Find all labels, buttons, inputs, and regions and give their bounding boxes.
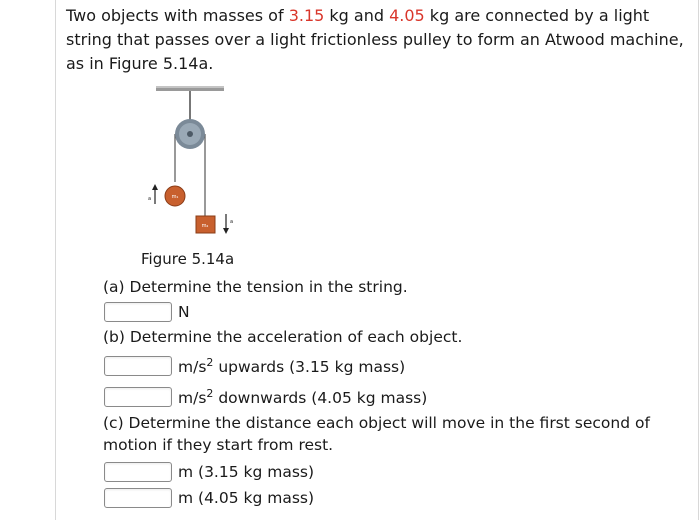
distance-mass2-input[interactable] bbox=[104, 488, 172, 508]
svg-text:a: a bbox=[230, 219, 234, 225]
acceleration-down-arrow bbox=[223, 214, 233, 234]
mass1-value: 3.15 bbox=[288, 6, 325, 25]
mass2-label: m₂ bbox=[201, 223, 209, 229]
svg-text:a: a bbox=[148, 196, 152, 202]
mass1-label: m₁ bbox=[171, 194, 179, 200]
intro-text-3: kg are connected by a light string that passes over a light frictionless pulley to form an Atwood machine, as in Figure 5.14a. bbox=[66, 6, 684, 73]
distance-mass1-input[interactable] bbox=[104, 462, 172, 482]
acceleration-up-input[interactable] bbox=[104, 356, 172, 376]
acceleration-up-arrow bbox=[148, 184, 158, 204]
acceleration-down-input[interactable] bbox=[104, 387, 172, 407]
atwood-machine-figure bbox=[138, 84, 258, 244]
answer-row-b1 bbox=[104, 354, 405, 378]
intro-text-2: kg and bbox=[324, 6, 390, 25]
question-c: (c) Determine the distance each object will move in the first second of motion if they start from rest. bbox=[103, 414, 650, 454]
intro-text-1: Two objects with masses of bbox=[66, 6, 289, 25]
figure-caption: Figure 5.14a bbox=[141, 250, 235, 268]
unit-c2: m (4.05 kg mass) bbox=[178, 489, 315, 507]
answer-row-c1 bbox=[104, 460, 314, 484]
unit-b2: $m/s^2$ downwards (4.05 kg mass) bbox=[178, 386, 428, 408]
answer-row-b2 bbox=[104, 385, 427, 409]
question-b: (b) Determine the acceleration of each object. bbox=[103, 328, 463, 346]
unit-a: N bbox=[178, 303, 190, 321]
answer-row-a bbox=[104, 300, 190, 324]
question-a: (a) Determine the tension in the string. bbox=[103, 278, 408, 296]
unit-b1: $m/s^2$ upwards (3.15 kg mass) bbox=[178, 355, 406, 377]
unit-c1: m (3.15 kg mass) bbox=[178, 463, 315, 481]
answer-row-c2 bbox=[104, 486, 314, 510]
mass2-value: 4.05 bbox=[389, 6, 425, 25]
problem-statement bbox=[66, 4, 688, 76]
tension-input[interactable] bbox=[104, 302, 172, 322]
